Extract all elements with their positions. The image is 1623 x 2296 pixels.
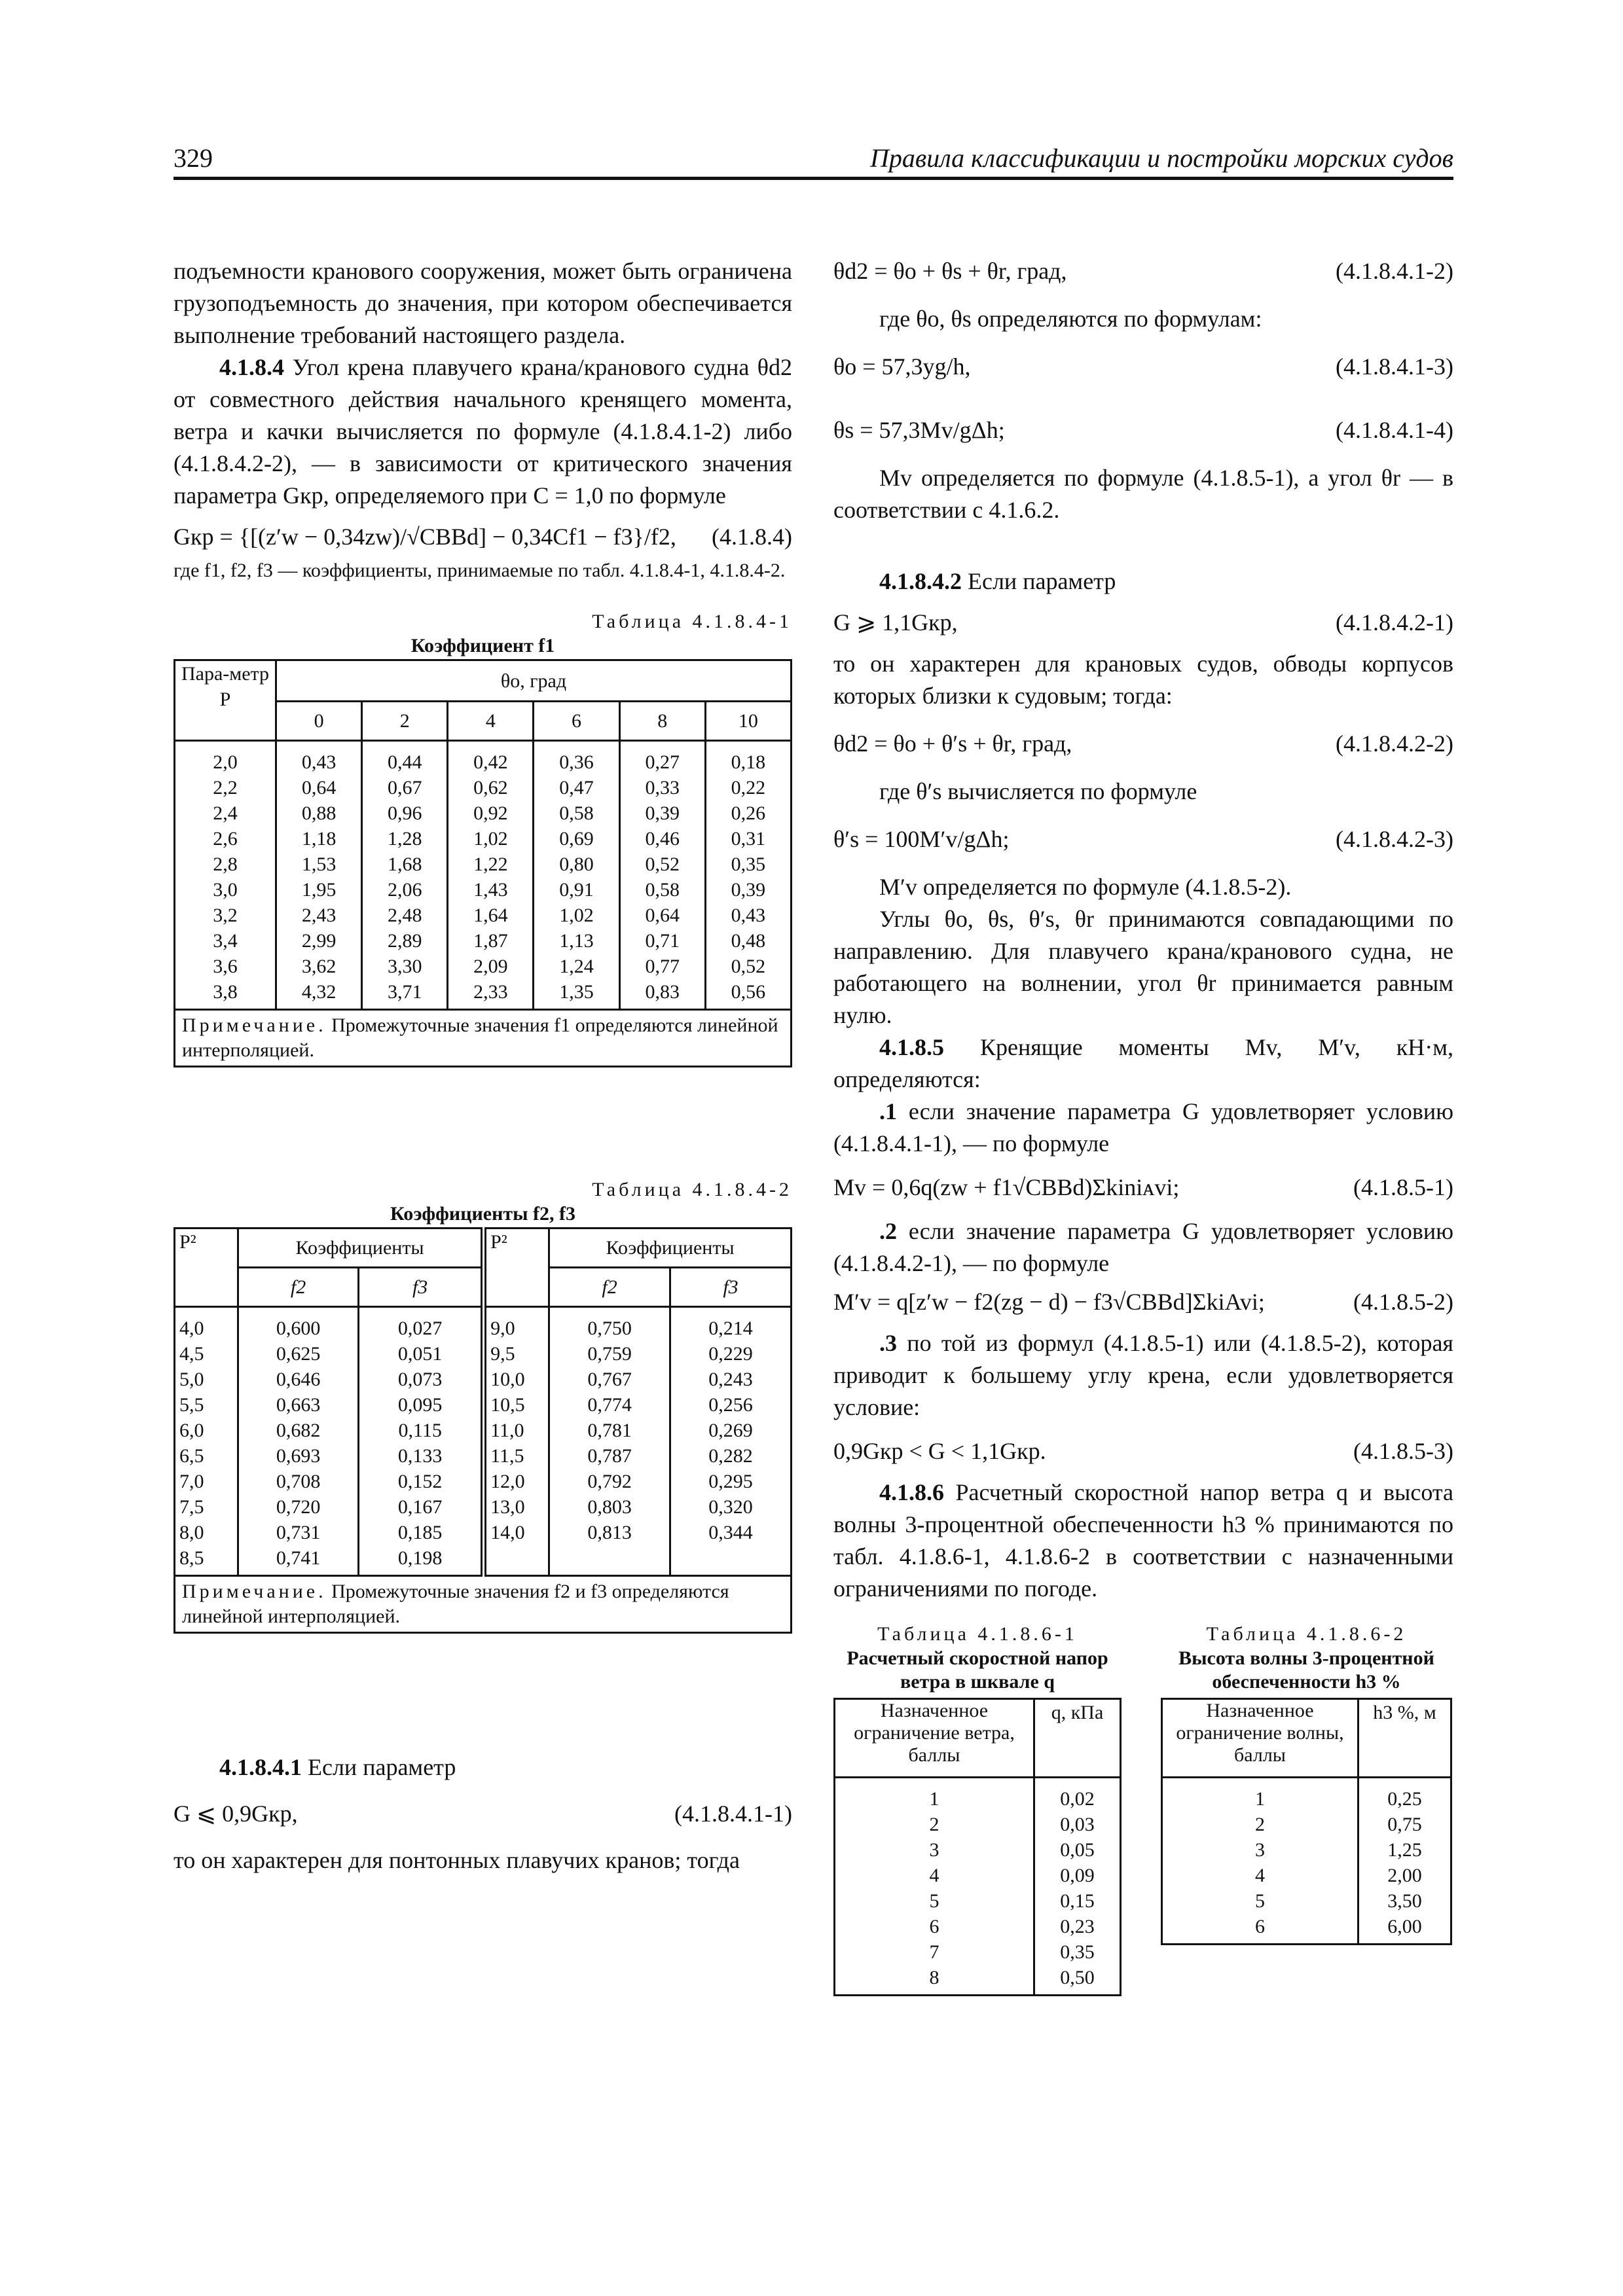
p2-value: 14,0 [490, 1522, 525, 1543]
param-value: 2,8 [213, 853, 238, 875]
section-number: 4.1.8.4.1 [219, 1754, 302, 1780]
f1-value: 1,24 [559, 956, 594, 977]
f2-value: 0,720 [276, 1496, 321, 1518]
formula-4-1-8-4-1-2 [833, 255, 1453, 287]
note-word: Примечание. [182, 1014, 327, 1036]
table-caption: Высота волны 3-процентной обеспеченности h3 % [1178, 1647, 1434, 1693]
f1-value: 1,02 [473, 828, 508, 850]
f3-value: 0,167 [397, 1496, 443, 1518]
f1-value: 0,64 [301, 777, 337, 798]
note-word: Примечание. [182, 1581, 327, 1602]
param-value: 2,6 [213, 828, 238, 850]
formula-expression: Mv = 0,6q(zw + f1√CBBd)Σkiniᴀvi; [833, 1174, 1180, 1200]
f3-value: 0,344 [708, 1522, 753, 1543]
formula-number: (4.1.8.4) [712, 524, 792, 550]
list-item [833, 1215, 1453, 1280]
table-4-1-8-6-1 [833, 1622, 1122, 1996]
p2-value: 11,0 [490, 1420, 524, 1441]
f2-value: 0,813 [587, 1522, 632, 1543]
tables-4-1-8-6 [833, 1622, 1453, 2028]
wind-grade: 7 [929, 1941, 939, 1963]
wave-grade: 6 [1255, 1916, 1265, 1937]
f1-value: 0,44 [387, 751, 422, 773]
header-f2: f2 [238, 1268, 359, 1307]
f1-value: 0,91 [559, 879, 594, 901]
paragraph-text: где θo, θs определяются по формулам: [879, 306, 1262, 332]
formula-number: (4.1.8.4.2-3) [1336, 826, 1453, 852]
f1-value: 1,28 [387, 828, 422, 850]
where-coefficients: где f1, f2, f3 — коэффициенты, принимаемые по табл. 4.1.8.4-1, 4.1.8.4-2. [173, 560, 786, 581]
f2-value: 0,600 [276, 1318, 321, 1339]
f3-value: 0,185 [397, 1522, 443, 1543]
f1-value: 0,96 [387, 802, 422, 824]
p2-value: 4,5 [179, 1343, 204, 1365]
param-value: 2,4 [213, 802, 238, 824]
f1-value: 0,56 [731, 981, 766, 1003]
h3-value: 0,75 [1387, 1814, 1422, 1835]
wind-grade: 1 [929, 1788, 939, 1810]
paragraph-text: Если параметр [308, 1754, 456, 1780]
f1-value: 4,32 [301, 981, 337, 1003]
header-q: q, кПа [1034, 1699, 1121, 1778]
f2-value: 0,787 [587, 1445, 632, 1467]
f2-value: 0,625 [276, 1343, 321, 1365]
f1-value: 0,33 [645, 777, 680, 798]
formula-number: (4.1.8.4.2-2) [1336, 730, 1453, 757]
f1-value: 0,83 [645, 981, 680, 1003]
f1-value: 0,52 [645, 853, 680, 875]
wind-grade: 8 [929, 1967, 939, 1988]
list-item [833, 1327, 1453, 1424]
param-value: 3,6 [213, 956, 238, 977]
f1-value: 0,31 [731, 828, 766, 850]
column-values [534, 741, 619, 1010]
param-value: 3,8 [213, 981, 238, 1003]
col-header: 8 [619, 702, 705, 741]
q-value: 0,05 [1060, 1839, 1095, 1861]
f2-value: 0,663 [276, 1394, 321, 1416]
formula-4-1-8-4-2-3 [833, 823, 1453, 855]
formula-number: (4.1.8.4.1-2) [1336, 258, 1453, 284]
list-item [833, 1096, 1453, 1160]
paragraph-text: Угол крена плавучего крана/кранового судна θd2 от совместного действия начального кренящего момента, ветра и качки вычисляется по формуле (4.1.8.4.1-2) либо (4.1.8.4.2-2), — в зависимости от критического значения параметра Gкр, определяемого при C = 1,0 по формуле [173, 354, 793, 509]
f2-value: 0,803 [587, 1496, 632, 1518]
f1-value: 3,30 [387, 956, 422, 977]
formula-expression: G ⩽ 0,9Gкр, [173, 1801, 298, 1827]
f1-value: 0,36 [559, 751, 594, 773]
wind-grade: 2 [929, 1814, 939, 1835]
q-value: 0,15 [1060, 1890, 1095, 1912]
param-value: 2,0 [213, 751, 238, 773]
f2-value: 0,750 [587, 1318, 632, 1339]
formula-number: (4.1.8.5-2) [1353, 1289, 1453, 1315]
p2-value: 13,0 [490, 1496, 525, 1518]
f1-value: 3,71 [387, 981, 422, 1003]
f1-value: 0,35 [731, 853, 766, 875]
f3-value: 0,073 [397, 1369, 443, 1390]
paragraph-4-1-8-5 [833, 1031, 1453, 1096]
formula-number: (4.1.8.4.1-3) [1336, 353, 1453, 380]
paragraph-text: то он характерен для крановых судов, обводы корпусов которых близки к судовым; тогда: [833, 651, 1453, 709]
h3-value: 1,25 [1387, 1839, 1422, 1861]
p2-value: 6,5 [179, 1445, 204, 1467]
table-label: Таблица 4.1.8.4-1 [592, 611, 792, 632]
f3-value: 0,152 [397, 1471, 443, 1492]
f2-value: 0,781 [587, 1420, 632, 1441]
formula-expression: 0,9Gкр < G < 1,1Gкр. [833, 1438, 1046, 1464]
table-grid [173, 659, 792, 1067]
f2-value: 0,682 [276, 1420, 321, 1441]
f2-value: 0,759 [587, 1343, 632, 1365]
f3-value: 0,243 [708, 1369, 753, 1390]
f2-value: 0,708 [276, 1471, 321, 1492]
f1-value: 0,43 [301, 751, 337, 773]
f1-value: 0,88 [301, 802, 337, 824]
p2-value: 5,5 [179, 1394, 204, 1416]
column-wave [1162, 1778, 1359, 1945]
f2-value [554, 1545, 665, 1571]
f1-value: 1,68 [387, 853, 422, 875]
paragraph-4-1-8-6 [833, 1477, 1453, 1605]
f1-value: 0,22 [731, 777, 766, 798]
table-note [175, 1010, 792, 1067]
wind-grade: 4 [929, 1865, 939, 1886]
p2-value: 9,5 [490, 1343, 515, 1365]
f1-value: 0,52 [731, 956, 766, 977]
wave-grade: 1 [1255, 1788, 1265, 1810]
column-values [276, 741, 362, 1010]
header-p2: P² [484, 1229, 549, 1307]
formula-expression: M′v = q[z′w − f2(zg − d) − f3√CBBd]ΣkiAvi; [833, 1289, 1265, 1315]
f1-value: 1,22 [473, 853, 508, 875]
formula-number: (4.1.8.4.2-1) [1336, 609, 1453, 636]
f1-value: 0,46 [645, 828, 680, 850]
col-header: 4 [448, 702, 534, 741]
f1-value: 2,43 [301, 905, 337, 926]
formula-expression: θd2 = θo + θs + θr, град, [833, 258, 1067, 284]
f1-value: 1,87 [473, 930, 508, 952]
item-number: .1 [879, 1098, 897, 1124]
formula-4-1-8-4-2-2 [833, 728, 1453, 760]
header-wave: Назначенное ограничение волны, баллы [1162, 1699, 1359, 1778]
table-grid [1161, 1698, 1452, 1945]
formula-4-1-8-4-2-1 [833, 607, 1453, 639]
right-column [833, 255, 1453, 2028]
page-header [173, 143, 1453, 182]
column-p2 [484, 1307, 549, 1576]
f1-value: 0,64 [645, 905, 680, 926]
p2-value: 7,5 [179, 1496, 204, 1518]
header-coefficients: Коэффициенты [238, 1229, 484, 1268]
paragraph-4-1-8-4-1 [173, 1751, 792, 1784]
column-p2 [175, 1307, 238, 1576]
f1-value: 0,77 [645, 956, 680, 977]
formula-number: (4.1.8.5-1) [1353, 1174, 1453, 1200]
p2-value: 4,0 [179, 1318, 204, 1339]
column-f2 [238, 1307, 359, 1576]
paragraph-text: Углы θo, θs, θ′s, θr принимаются совпадающими по направлению. Для плавучего крана/кранового судна, не работающего на волнении, угол θr принимается равным нулю. [833, 906, 1453, 1028]
wind-grade: 5 [929, 1890, 939, 1912]
paragraph-text: то он характерен для понтонных плавучих кранов; тогда [173, 1847, 740, 1873]
table-label: Таблица 4.1.8.6-1 [877, 1623, 1078, 1645]
param-value: 2,2 [213, 777, 238, 798]
note-text: Промежуточные значения f1 определяются линейной интерполяцией. [182, 1014, 778, 1061]
column-param [175, 741, 276, 1010]
paragraph-text: где θ′s вычисляется по формуле [879, 778, 1197, 804]
f3-value: 0,115 [398, 1420, 442, 1441]
f3-value: 0,214 [708, 1318, 753, 1339]
col-header: 0 [276, 702, 362, 741]
h3-value: 3,50 [1387, 1890, 1422, 1912]
f1-value: 2,06 [387, 879, 422, 901]
paragraph-4-1-8-4-2 [833, 565, 1453, 598]
table-grid [833, 1698, 1122, 1996]
table-caption: Коэффициенты f2, f3 [390, 1203, 576, 1225]
column-f2 [549, 1307, 670, 1576]
header-p2: P² [175, 1229, 238, 1307]
f1-value: 1,18 [301, 828, 337, 850]
wave-grade: 4 [1255, 1865, 1265, 1886]
f3-value: 0,133 [397, 1445, 443, 1467]
f3-value [675, 1545, 786, 1571]
table-label: Таблица 4.1.8.4-2 [592, 1179, 792, 1200]
f3-value: 0,229 [708, 1343, 753, 1365]
f1-value: 0,58 [645, 879, 680, 901]
header-f2: f2 [549, 1268, 670, 1307]
column-f3 [359, 1307, 484, 1576]
wave-grade: 5 [1255, 1890, 1265, 1912]
f1-value: 0,58 [559, 802, 594, 824]
item-text: если значение параметра G удовлетворяет условию (4.1.8.4.1-1), — по формуле [833, 1098, 1454, 1157]
q-value: 0,23 [1060, 1916, 1095, 1937]
formula-4-1-8-4 [173, 521, 792, 553]
page-number: 329 [173, 143, 213, 173]
f1-value: 0,69 [559, 828, 594, 850]
f1-value: 0,92 [473, 802, 508, 824]
left-column [173, 255, 792, 1876]
paragraph-text: Mv определяется по формуле (4.1.8.5-1), а угол θr — в соответствии с 4.1.6.2. [833, 465, 1453, 523]
f1-value: 0,67 [387, 777, 422, 798]
p2-value: 11,5 [490, 1445, 524, 1467]
f3-value: 0,295 [708, 1471, 753, 1492]
q-value: 0,03 [1060, 1814, 1095, 1835]
table-4-1-8-4-1 [173, 609, 792, 1067]
p2-value: 10,0 [490, 1369, 525, 1390]
note-text: Промежуточные значения f2 и f3 определяются линейной интерполяцией. [182, 1581, 729, 1627]
p2-value: 7,0 [179, 1471, 204, 1492]
formula-expression: θo = 57,3yg/h, [833, 353, 971, 380]
f3-value: 0,095 [397, 1394, 443, 1416]
table-caption: Расчетный скоростной напор ветра в шквале q [847, 1647, 1108, 1693]
formula-4-1-8-4-1-1 [173, 1798, 792, 1830]
table-caption: Коэффициент f1 [410, 635, 555, 656]
p2-value: 8,0 [179, 1522, 204, 1543]
paragraph-text: Расчетный скоростной напор ветра q и высота волны 3-процентной обеспеченности h3 % принимаются по табл. 4.1.8.6-1, 4.1.8.6-2 в соответствии с назначенными ограничениями по погоде. [833, 1479, 1453, 1602]
header-rule [173, 177, 1453, 180]
f1-value: 1,95 [301, 879, 337, 901]
f2-value: 0,731 [276, 1522, 321, 1543]
table-4-1-8-6-2 [1161, 1622, 1452, 1945]
q-value: 0,50 [1060, 1967, 1095, 1988]
f1-value: 0,62 [473, 777, 508, 798]
h3-value: 2,00 [1387, 1865, 1422, 1886]
item-number: .2 [879, 1218, 897, 1244]
column-h3 [1359, 1778, 1451, 1945]
formula-number: (4.1.8.4.1-1) [674, 1801, 792, 1827]
header-f3: f3 [359, 1268, 484, 1307]
p2-value [490, 1545, 544, 1571]
formula-expression: θd2 = θo + θ′s + θr, град, [833, 730, 1072, 757]
p2-value: 12,0 [490, 1471, 525, 1492]
wind-grade: 3 [929, 1839, 939, 1861]
f1-value: 2,99 [301, 930, 337, 952]
f1-value: 2,89 [387, 930, 422, 952]
q-value: 0,02 [1060, 1788, 1095, 1810]
formula-4-1-8-5-3 [833, 1435, 1453, 1467]
wave-grade: 3 [1255, 1839, 1265, 1861]
header-param: Пара-метр P [175, 660, 276, 741]
f1-value: 1,35 [559, 981, 594, 1003]
f2-value: 0,774 [587, 1394, 632, 1416]
f1-value: 0,26 [731, 802, 766, 824]
f1-value: 0,43 [731, 905, 766, 926]
p2-value: 10,5 [490, 1394, 525, 1416]
f1-value: 0,27 [645, 751, 680, 773]
f1-value: 2,33 [473, 981, 508, 1003]
table-grid [173, 1227, 792, 1634]
p2-value: 8,5 [179, 1547, 204, 1569]
column-values [448, 741, 534, 1010]
f1-value: 2,48 [387, 905, 422, 926]
column-wind [835, 1778, 1034, 1996]
formula-expression: θs = 57,3Mv/gΔh; [833, 417, 1005, 443]
f1-value: 0,39 [731, 879, 766, 901]
f1-value: 0,47 [559, 777, 594, 798]
formula-number: (4.1.8.5-3) [1353, 1438, 1453, 1464]
f1-value: 3,62 [301, 956, 337, 977]
col-header: 2 [362, 702, 448, 741]
header-wind: Назначенное ограничение ветра, баллы [835, 1699, 1034, 1778]
f1-value: 1,13 [559, 930, 594, 952]
header-coefficients: Коэффициенты [549, 1229, 792, 1268]
q-value: 0,35 [1060, 1941, 1095, 1963]
p2-value: 5,0 [179, 1369, 204, 1390]
col-header: 6 [534, 702, 619, 741]
wave-grade: 2 [1255, 1814, 1265, 1835]
paragraph-text: Кренящие моменты Mv, M′v, кН·м, определяются: [833, 1034, 1454, 1092]
column-f3 [670, 1307, 792, 1576]
f1-value: 1,53 [301, 853, 337, 875]
p2-value: 6,0 [179, 1420, 204, 1441]
f1-value: 0,39 [645, 802, 680, 824]
section-number: 4.1.8.4.2 [879, 568, 962, 594]
f3-value: 0,198 [397, 1547, 443, 1569]
f1-value: 0,48 [731, 930, 766, 952]
header-h3: h3 %, м [1359, 1699, 1451, 1778]
f3-value: 0,320 [708, 1496, 753, 1518]
table-note [175, 1576, 792, 1633]
f2-value: 0,767 [587, 1369, 632, 1390]
f3-value: 0,051 [397, 1343, 443, 1365]
f2-value: 0,792 [587, 1471, 632, 1492]
formula-number: (4.1.8.4.1-4) [1336, 417, 1453, 443]
column-values [705, 741, 791, 1010]
formula-4-1-8-5-1 [833, 1172, 1453, 1204]
q-value: 0,09 [1060, 1865, 1095, 1886]
paragraph-text: Если параметр [968, 568, 1116, 594]
f1-value: 2,09 [473, 956, 508, 977]
f3-value: 0,269 [708, 1420, 753, 1441]
param-value: 3,0 [213, 879, 238, 901]
section-number: 4.1.8.5 [879, 1034, 944, 1060]
formula-expression: θ′s = 100M′v/gΔh; [833, 826, 1010, 852]
f2-value: 0,741 [276, 1547, 321, 1569]
f2-value: 0,646 [276, 1369, 321, 1390]
param-value: 3,4 [213, 930, 238, 952]
f1-value: 0,71 [645, 930, 680, 952]
column-values [362, 741, 448, 1010]
header-f3: f3 [670, 1268, 792, 1307]
formula-4-1-8-4-1-3 [833, 351, 1453, 383]
f1-value: 1,64 [473, 905, 508, 926]
item-text: по той из формул (4.1.8.5-1) или (4.1.8.5-2), которая приводит к большему углу крена, если удовлетворяется условие: [833, 1330, 1453, 1420]
paragraph-continuation: подъемности кранового сооружения, может быть ограничена грузоподъемность до значения, при котором обеспечивается выполнение требований настоящего раздела. [173, 258, 792, 348]
f3-value: 0,282 [708, 1445, 753, 1467]
table-label: Таблица 4.1.8.6-2 [1206, 1623, 1407, 1645]
f3-value: 0,256 [708, 1394, 753, 1416]
f1-value: 0,42 [473, 751, 508, 773]
f1-value: 0,18 [731, 751, 766, 773]
f1-value: 0,80 [559, 853, 594, 875]
section-number: 4.1.8.6 [879, 1479, 944, 1505]
h3-value: 0,25 [1387, 1788, 1422, 1810]
f1-value: 1,02 [559, 905, 594, 926]
running-title: Правила классификации и постройки морских судов [869, 143, 1453, 173]
table-4-1-8-4-2 [173, 1177, 792, 1634]
formula-expression: G ⩾ 1,1Gкр, [833, 609, 958, 636]
f3-value: 0,027 [397, 1318, 443, 1339]
formula-4-1-8-4-1-4 [833, 414, 1453, 446]
item-number: .3 [879, 1330, 897, 1356]
p2-value: 9,0 [490, 1318, 515, 1339]
h3-value: 6,00 [1387, 1916, 1422, 1937]
paragraph-4-1-8-4 [173, 351, 792, 512]
header-theta: θo, град [276, 660, 792, 702]
section-number: 4.1.8.4 [219, 354, 284, 380]
column-q [1034, 1778, 1121, 1996]
wind-grade: 6 [929, 1916, 939, 1937]
col-header: 10 [705, 702, 791, 741]
paragraph-text: M′v определяется по формуле (4.1.8.5-2). [879, 874, 1292, 900]
f1-value: 1,43 [473, 879, 508, 901]
f2-value: 0,693 [276, 1445, 321, 1467]
item-text: если значение параметра G удовлетворяет условию (4.1.8.4.2-1), — по формуле [833, 1218, 1454, 1276]
formula-expression: Gкр = {[(z′w − 0,34zw)/√CBBd] − 0,34Cf1 − f3}/f2, [173, 524, 676, 550]
column-values [619, 741, 705, 1010]
param-value: 3,2 [213, 905, 238, 926]
formula-4-1-8-5-2 [833, 1286, 1453, 1318]
